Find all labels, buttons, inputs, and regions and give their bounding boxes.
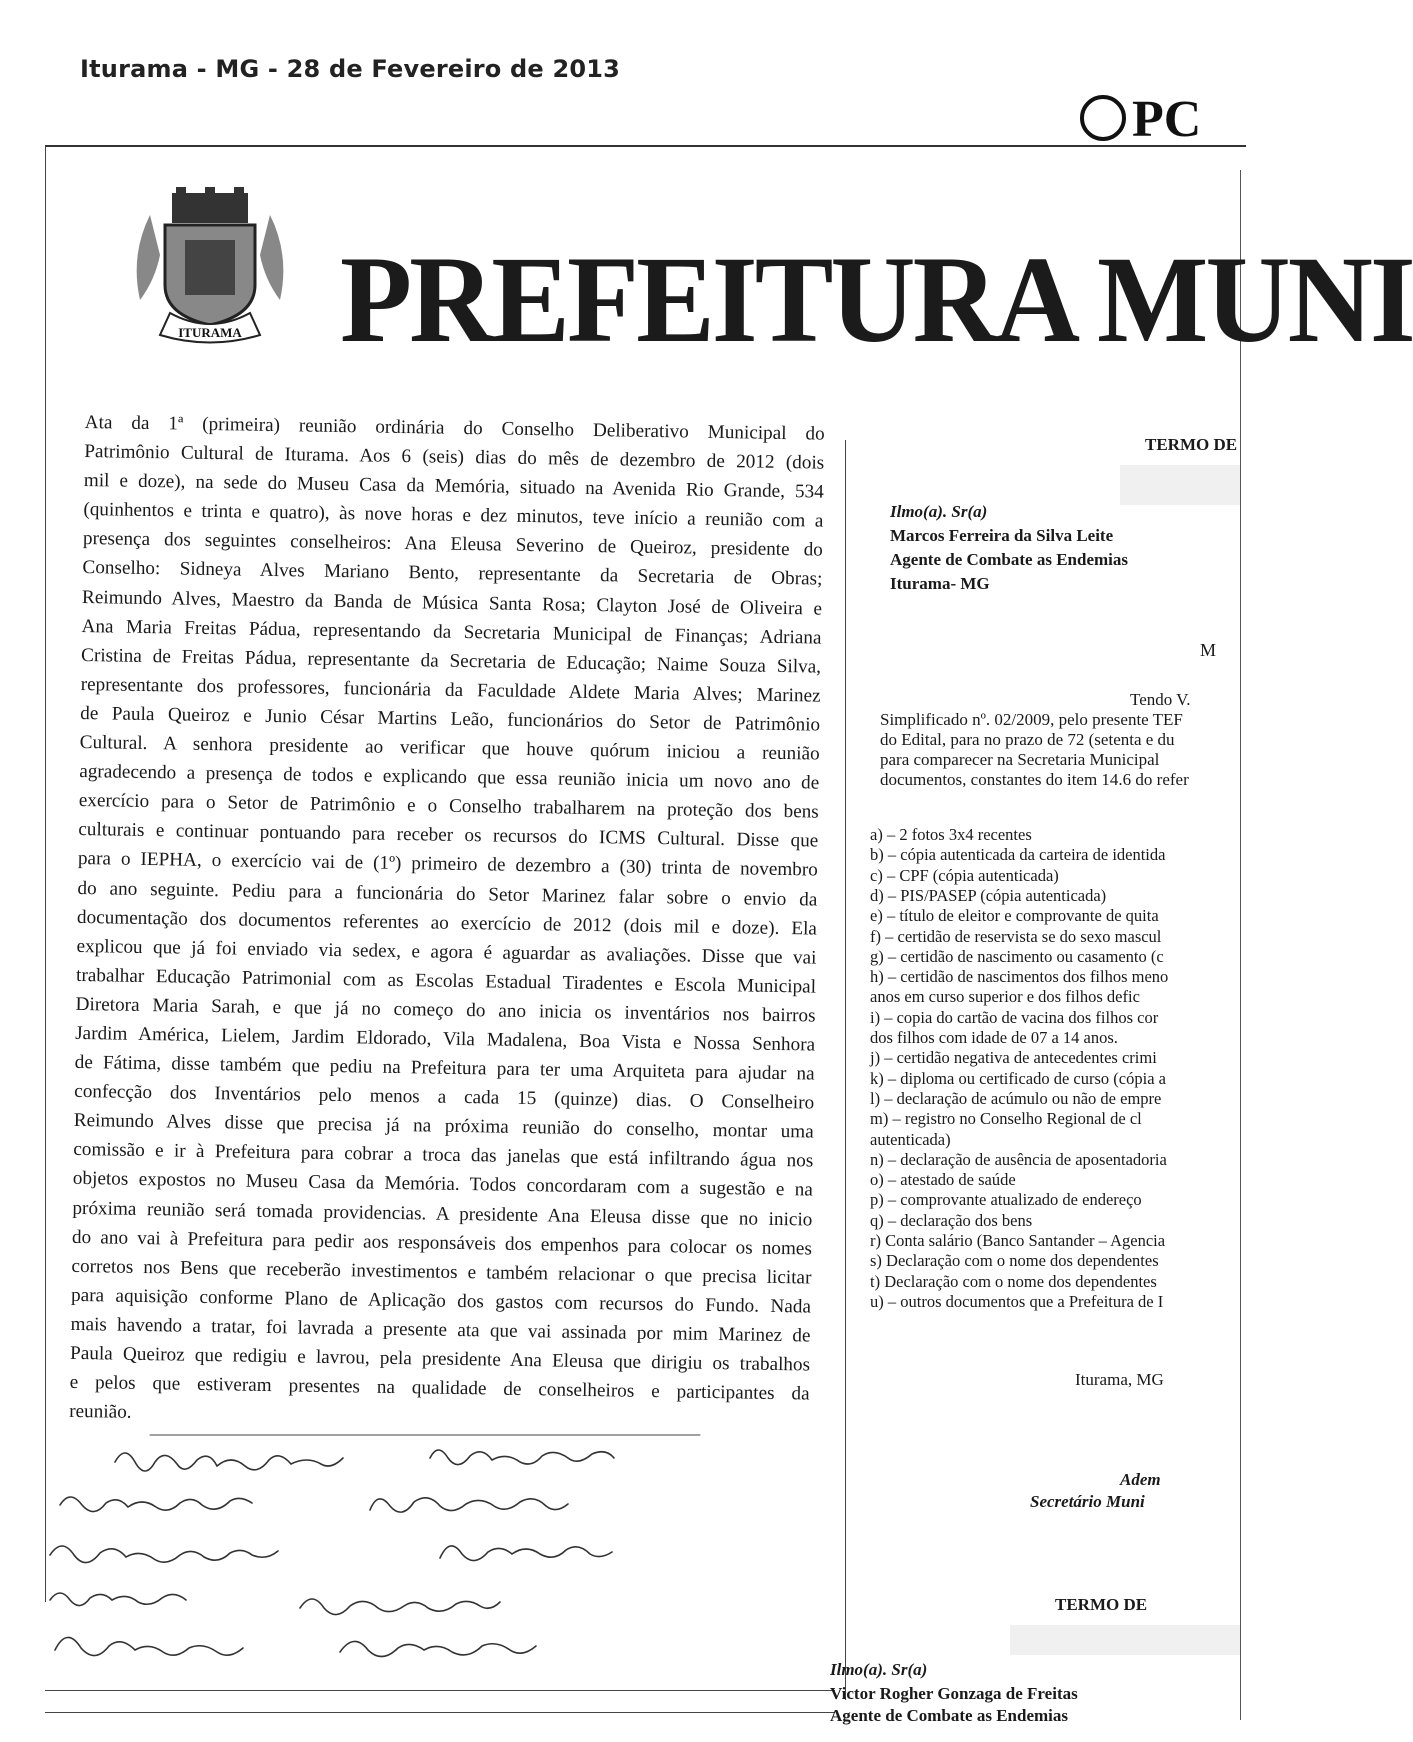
ata-line: de Fátima, disse também que pediu na Prefeitura para ter uma Arquiteta para ajudar na — [74, 1051, 815, 1085]
city-crest-icon — [110, 185, 310, 350]
termo1-list-item: i) – copia do cartão de vacina dos filhos cor — [870, 1007, 1159, 1027]
ata-line: do ano seguinte. Pediu para a funcionária do Setor Marinez falar sobre o envio da — [77, 877, 818, 911]
brand-circle-icon — [1080, 95, 1126, 141]
ata-line: Cultural. A senhora presidente ao verificar que houve quórum iniciou a reunião — [79, 731, 820, 765]
termo1-list-item: u) – outros documentos que a Prefeitura de I — [870, 1291, 1164, 1311]
ata-line: documentação dos documentos referentes ao exercício de 2012 (dois mil e doze). Ela — [76, 906, 818, 940]
termo1-salutation: Ilmo(a). Sr(a) — [890, 502, 988, 521]
ata-line: corretos nos Bens que receberão investimentos e também relacionar o que precisa licitar — [71, 1255, 812, 1289]
termo1-list-item: m) – registro no Conselho Regional de cl — [870, 1109, 1142, 1129]
ata-line: Reimundo Alves, Maestro da Banda de Música Santa Rosa; Clayton José de Oliveira e — [81, 586, 823, 620]
ata-line: mil e doze), na sede do Museu Casa da Memória, situado na Avenida Rio Grande, 534 — [83, 470, 824, 503]
handwritten-signatures — [40, 1430, 820, 1720]
ata-line: trabalhar Educação Patrimonial com as Escolas Estadual Tiradentes e Escola Municipal — [75, 964, 817, 998]
termo1-list-item: dos filhos com idade de 07 a 14 anos. — [870, 1028, 1118, 1047]
newspaper-brand: PC — [1080, 90, 1201, 149]
termo1-list-item: t) Declaração com o nome dos dependentes — [870, 1271, 1157, 1291]
termo1-signer-role: Secretário Muni — [1030, 1492, 1145, 1511]
ata-line: Paula Queiroz que redigiu e lavrou, pela presidente Ana Eleusa que dirigiu os trabalhos — [69, 1342, 811, 1376]
masthead — [340, 230, 1413, 370]
termo1-list-item: e) – título de eleitor e comprovante de quita — [870, 906, 1159, 926]
newspaper-dateline: Iturama - MG - 28 de Fevereiro de 2013 — [80, 55, 621, 83]
ata-line: comissão e ir à Prefeitura para cobrar a troca das janelas que está infiltrando água nos — [73, 1139, 814, 1172]
ata-line: próxima reunião será tomada providencias. A presidente Ana Eleusa disse que no inicio — [72, 1197, 813, 1231]
ata-line: reunião. — [69, 1401, 132, 1424]
termo1-body-4: documentos, constantes do item 14.6 do refer — [880, 770, 1189, 789]
ata-line: explicou que já foi enviado via sedex, e agora é aguardar as avaliações. Disse que vai — [76, 935, 817, 969]
ata-line: mais havendo a tratar, foi lavrada a presente ata que vai assinada por mim Marinez de — [70, 1313, 811, 1347]
masthead-title: PREFEITURA MUNI — [340, 230, 1413, 369]
termo1-list-item: a) – 2 fotos 3x4 recentes — [870, 825, 1032, 844]
termo1-list-item: d) – PIS/PASEP (cópia autenticada) — [870, 885, 1107, 905]
termo1-body-2: do Edital, para no prazo de 72 (setenta e du — [880, 730, 1175, 749]
column-divider — [845, 440, 846, 1700]
ata-line: representante dos professores, funcionária da Faculdade Aldete Maria Alves; Marinez — [80, 673, 821, 707]
ata-line: de Paula Queiroz e Junio César Martins Leão, funcionários do Setor de Patrimônio — [80, 702, 821, 736]
ata-line: para o IEPHA, o exercício vai de (1º) primeiro de dezembro a (30) trinta de novembro — [77, 848, 818, 881]
termo1-list-item: anos em curso superior e dos filhos defic — [870, 987, 1140, 1007]
termo1-date: Iturama, MG — [1075, 1370, 1164, 1389]
ata-line: Cristina de Freitas Pádua, representante da Secretaria de Educação; Naime Souza Silva, — [80, 644, 822, 678]
ata-line: agradecendo a presença de todos e explicando que essa reunião inicia um novo ano de — [79, 761, 820, 794]
ata-line: Diretora Maria Sarah, e que já no começo do ano inicia os inventários nos bairros — [75, 993, 816, 1027]
termo1-list-item: q) – declaração dos bens — [870, 1210, 1033, 1230]
termo1-list-item: o) – atestado de saúde — [870, 1170, 1016, 1190]
ata-line: Ata da 1ª (primeira) reunião ordinária do Conselho Deliberativo Municipal do — [84, 411, 825, 445]
faded-text-block-2 — [1010, 1625, 1240, 1655]
ata-line: Jardim América, Lielem, Jardim Eldorado, Vila Madalena, Boa Vista e Nossa Senhora — [75, 1022, 816, 1056]
termo1-role: Agente de Combate as Endemias — [890, 550, 1128, 569]
termo1-list-item: h) – certidão de nascimentos dos filhos meno — [870, 967, 1169, 987]
crest-label: ITURAMA — [178, 325, 242, 340]
termo1-list-item: p) – comprovante atualizado de endereço — [870, 1190, 1142, 1210]
termo1-list-item: n) – declaração de ausência de aposentadoria — [870, 1149, 1167, 1169]
termo1-body-0: Tendo V. — [1130, 690, 1191, 709]
ata-line: do ano vai à Prefeitura para pedir aos responsáveis dos empenhos para colocar os nomes — [71, 1226, 813, 1260]
termo1-body-1: Simplificado nº. 02/2009, pelo presente TEF — [880, 710, 1183, 729]
ata-line: Ana Maria Freitas Pádua, representando da Secretaria Municipal de Finanças; Adriana — [81, 615, 822, 649]
termo1-list-item: f) – certidão de reservista se do sexo mascul — [870, 926, 1162, 946]
termo2-name: Victor Rogher Gonzaga de Freitas — [830, 1684, 1078, 1703]
ata-text — [69, 408, 825, 1438]
termo1-list-item: k) – diploma ou certificado de curso (cópia a — [870, 1068, 1166, 1088]
ata-line: culturais e continuar pontuando para receber os recursos do ICMS Cultural. Disse que — [78, 819, 819, 852]
termo1-list-item: l) – declaração de acúmulo ou não de empre — [870, 1088, 1162, 1108]
ata-line: Conselho: Sidneya Alves Mariano Bento, representante da Secretaria de Obras; — [82, 557, 823, 591]
ata-line: confecção dos Inventários pelo menos a cada 15 (quinze) dias. O Conselheiro — [74, 1081, 815, 1114]
termo1-list-item: s) Declaração com o nome dos dependentes — [870, 1251, 1159, 1271]
ata-line: para aquisição conforme Plano de Aplicação dos gastos com recursos do Fundo. Nada — [70, 1284, 812, 1318]
termo2-title: TERMO DE — [1055, 1595, 1148, 1614]
termo1-name: Marcos Ferreira da Silva Leite — [890, 526, 1114, 545]
right-frame-line — [1240, 170, 1241, 1720]
termo1-signer: Adem — [1120, 1470, 1161, 1489]
termo1-city: Iturama- MG — [890, 574, 990, 593]
termo1-list-item: b) – cópia autenticada da carteira de identida — [870, 845, 1166, 865]
ata-line: exercício para o Setor de Patrimônio e o Conselho trabalharem na proteção dos bens — [78, 790, 819, 823]
faded-text-block — [1120, 465, 1240, 505]
ata-line: e pelos que estiveram presentes na qualidade de conselheiros e participantes da — [69, 1371, 810, 1405]
ata-line: presença dos seguintes conselheiros: Ana Eleusa Severino de Queiroz, presidente do — [82, 528, 824, 561]
termo2-salutation: Ilmo(a). Sr(a) — [830, 1660, 928, 1679]
termo2-role: Agente de Combate as Endemias — [830, 1706, 1068, 1725]
ata-line: (quinhentos e trinta e quatro), às nove horas e dez minutos, teve início a reunião com a — [83, 499, 824, 532]
ata-line: Patrimônio Cultural de Iturama. Aos 6 (seis) dias do mês de dezembro de 2012 (dois — [84, 441, 825, 474]
termo-column — [830, 435, 1240, 1725]
termo1-initial: M — [1200, 640, 1217, 660]
termo1-list-item: autenticada) — [870, 1129, 951, 1149]
termo1-list-item: j) – certidão negativa de antecedentes crimi — [870, 1048, 1157, 1068]
ata-line: Reimundo Alves disse que precisa já na próxima reunião do conselho, montar uma — [73, 1110, 814, 1143]
termo1-list-item: c) – CPF (cópia autenticada) — [870, 865, 1059, 885]
termo1-list-item: r) Conta salário (Banco Santander – Agencia — [870, 1231, 1166, 1250]
ata-line: objetos expostos no Museu Casa da Memória. Todos concordaram com a sugestão e na — [72, 1168, 813, 1201]
termo1-body-3: para comparecer na Secretaria Municipal — [880, 750, 1160, 769]
termo1-list-item: g) – certidão de nascimento ou casamento (c — [870, 946, 1164, 966]
termo1-title: TERMO DE — [1145, 435, 1238, 454]
